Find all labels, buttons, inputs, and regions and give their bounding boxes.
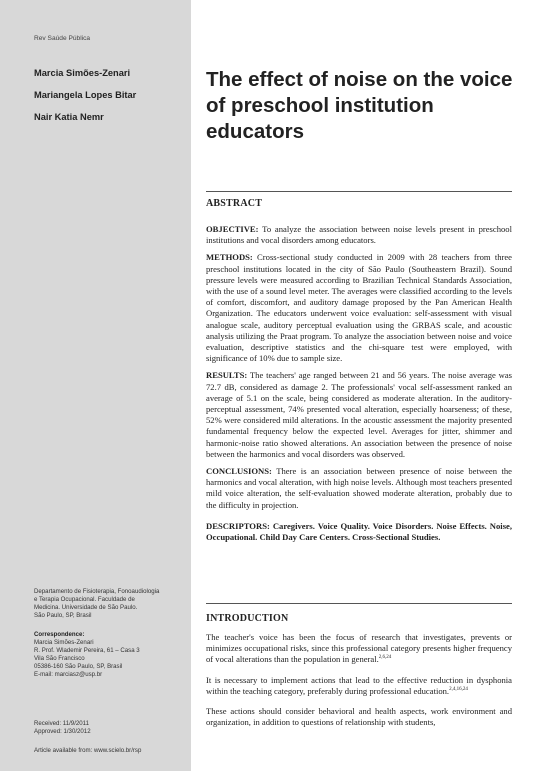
abstract-results (206, 370, 512, 460)
correspondence-line: Marcia Simões-Zenari (34, 639, 94, 646)
author-name: Mariangela Lopes Bitar (34, 90, 137, 100)
section-text: To analyze the association between noise levels present in preschool institutions and vocal disorders among educators. (206, 224, 512, 246)
divider (206, 191, 512, 192)
section-label: RESULTS: (206, 370, 248, 381)
abstract-methods (206, 252, 512, 364)
section-label: CONCLUSIONS: (206, 466, 272, 477)
section-text: Cross-sectional study conducted in 2009 with 28 teachers from three preschool institutions located in the city of São Paulo (Southeastern Brazil). Sound pressure levels were measured according to Brazilian Technical Standards Association, with the use of a sound level meter. The averages were classified according to the levels of comfort, discomfort, and auditory damage proposed by the Pan American Health Organization. The educators underwent voice evaluation: self-assessment with visual analogue scale, auditory perceptual evaluation using the GRBAS scale, and acoustic analysis utilizing the Praat program. To analyze the association between noise and voice evaluation, descriptive statistics and the chi-square test were employed, with significance of 10% due to sample size. (206, 252, 512, 364)
correspondence-line: Vila São Francisco (34, 655, 85, 662)
article-title: The effect of noise on the voice of preschool institution educators (206, 68, 513, 143)
correspondence (34, 631, 184, 679)
correspondence-heading: Correspondence: (34, 631, 85, 638)
descriptors-label: DESCRIPTORS: (206, 520, 270, 531)
author-name: Marcia Simões-Zenari (34, 68, 131, 78)
abstract-conclusions (206, 466, 512, 511)
section-text: The teachers' age ranged between 21 and 56 years. The noise average was 72.7 dB, considered as damage 2. The professionals' vocal self-assessment ranked an average of 5.1 on the scale, being considered as moderate alteration. In the auditory-perceptual assessment, 74% presented vocal alteration, especially hoarseness; of these, 52% were considered mild alterations. In the acoustic assessment the majority presented fundamental frequency below the expected level. Averages for jitter, shimmer and harmonic-noise ratio showed alterations. An association between the presence of noise between the harmonics and vocal disorders was observed. (206, 370, 512, 459)
affiliation-line: e Terapia Ocupacional. Faculdade de (34, 595, 135, 603)
descriptors (206, 521, 512, 543)
affiliation-line: Medicina. Universidade de São Paulo. (34, 603, 138, 611)
journal-name: Rev Saúde Pública (34, 35, 91, 42)
introduction-heading: INTRODUCTION (206, 613, 289, 624)
correspondence-line: 05386-160 São Paulo, SP, Brasil (34, 663, 123, 670)
abstract-objective (206, 224, 512, 246)
intro-text: These actions should consider behavioral and health aspects, work environment and organization, in addition to questions of relationship with students, (206, 706, 512, 728)
descriptors-text: Caregivers. Voice Quality. Voice Disorders. Noise Effects. Noise, Occupational. Child Day Care Centers. Cross-Sectional Studies. (206, 520, 512, 543)
section-label: METHODS: (206, 252, 253, 263)
citation-ref: 2,4,16,24 (449, 686, 468, 692)
article-dates (34, 720, 91, 736)
abstract-heading: ABSTRACT (206, 198, 263, 209)
author-list (34, 68, 136, 134)
intro-paragraph (206, 675, 512, 697)
abstract-body (206, 224, 512, 549)
intro-paragraph (206, 632, 512, 666)
section-text: There is an association between presence of noise between the harmonics and vocal alteration, with high noise levels. Although most teachers presented mild voice alteration, the self-evaluation showed moderate alteration, probably due to the difficulty in projection. (206, 466, 512, 510)
section-label: OBJECTIVE: (206, 224, 259, 234)
received-date: Received: 11/9/2011 (34, 720, 89, 727)
intro-paragraph (206, 706, 512, 728)
intro-text: The teacher's voice has been the focus of research that investigates, prevents or minimizes occupational risks, since this professional category presents higher frequency of vocal alterations than the population in general. (206, 632, 512, 665)
citation-ref: 2,6,24 (378, 655, 392, 661)
availability-note: Article available from: www.scielo.br/rsp (34, 747, 142, 754)
affiliation-line: Departamento de Fisioterapia, Fonoaudiologia (34, 588, 160, 595)
author-name: Nair Katia Nemr (34, 112, 104, 122)
correspondence-line: E-mail: marciasz@usp.br (34, 671, 103, 678)
affiliation (34, 588, 184, 620)
approved-date: Approved: 1/30/2012 (34, 728, 91, 735)
intro-text: It is necessary to implement actions that lead to the effective reduction in dysphonia within the teaching category, preferably during professional education. (206, 674, 512, 696)
affiliation-line: São Paulo, SP, Brasil (34, 611, 92, 619)
correspondence-line: R. Prof. Wlademir Pereira, 61 – Casa 3 (34, 647, 140, 654)
introduction-body (206, 632, 512, 737)
divider (206, 603, 512, 604)
